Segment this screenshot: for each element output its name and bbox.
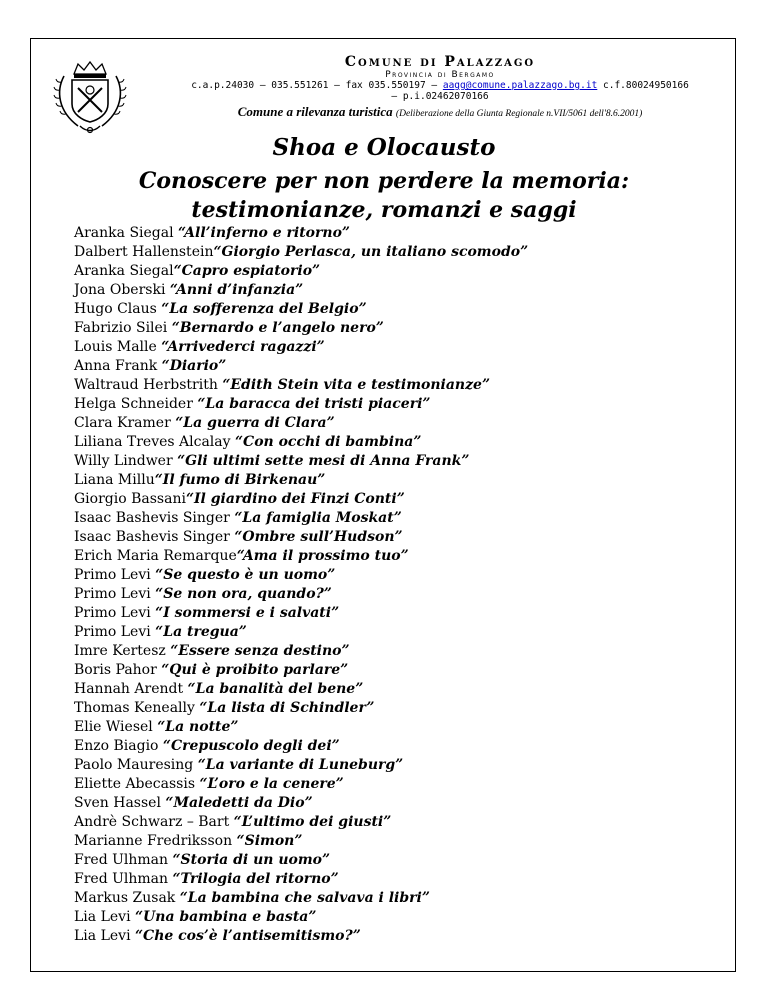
book-list-item <box>74 680 724 699</box>
book-title: “Ombre sull’Hudson” <box>234 529 403 545</box>
book-title: “La banalità del bene” <box>187 681 364 697</box>
contact-info <box>160 80 720 102</box>
book-title: “I sommersi e i salvati” <box>155 605 340 621</box>
book-list-item <box>74 813 724 832</box>
book-author: Giorgio Bassani <box>74 491 186 507</box>
book-author: Jona Oberski <box>74 282 170 298</box>
book-list-item <box>74 623 724 642</box>
book-author: Clara Kramer <box>74 415 176 431</box>
email-link[interactable]: aagg@comune.palazzago.bg.it <box>442 80 598 91</box>
book-list-item <box>74 718 724 737</box>
subtitle-line-2: testimonianze, romanzi e saggi <box>191 197 577 223</box>
book-list-item <box>74 927 724 946</box>
delibera-reference: (Deliberazione della Giunta Regionale n.VII/5061 dell'8.6.2001) <box>395 109 643 119</box>
book-title: “Giorgio Perlasca, un italiano scomodo” <box>213 244 529 260</box>
book-list-item <box>74 452 724 471</box>
book-title: “Simon” <box>236 833 303 849</box>
book-list-item <box>74 433 724 452</box>
book-author: Hugo Claus <box>74 301 162 317</box>
book-list-item <box>74 889 724 908</box>
book-title: “Edith Stein vita e testimonianze” <box>222 377 491 393</box>
page-title: Shoa e Olocausto <box>272 134 496 161</box>
book-title: “Bernardo e l’angelo nero” <box>171 320 384 336</box>
book-title: “Il giardino dei Finzi Conti” <box>185 491 405 507</box>
book-title: “La sofferenza del Belgio” <box>161 301 367 317</box>
book-title: “La notte” <box>157 719 239 735</box>
book-title: “La tregua” <box>155 624 247 640</box>
book-author: Liana Millu <box>74 472 155 488</box>
book-title: “L’oro e la cenere” <box>199 776 344 792</box>
book-list-item <box>74 642 724 661</box>
book-title: “Maledetti da Dio” <box>165 795 313 811</box>
book-list-item <box>74 566 724 585</box>
book-list-item <box>74 414 724 433</box>
book-title: “La baracca dei tristi piaceri” <box>197 396 431 412</box>
book-author: Markus Zusak <box>74 890 180 906</box>
book-list-item <box>74 471 724 490</box>
book-title: “Se non ora, quando?” <box>155 586 332 602</box>
book-list-item <box>74 376 724 395</box>
book-author: Erich Maria Remarque <box>74 548 237 564</box>
book-title: “Ama il prossimo tuo” <box>236 548 409 564</box>
book-author: Aranka Siegal <box>74 263 174 279</box>
provincia-name: Provincia di Bergamo <box>385 70 495 80</box>
book-title: “La variante di Luneburg” <box>197 757 404 773</box>
tourism-label: Comune a rilevanza turistica <box>237 104 393 119</box>
book-author: Fred Ulhman <box>74 852 173 868</box>
book-list-item <box>74 281 724 300</box>
book-title: “Crepuscolo degli dei” <box>162 738 340 754</box>
book-author: Imre Kertesz <box>74 643 171 659</box>
book-author: Primo Levi <box>74 567 156 583</box>
book-author: Hannah Arendt <box>74 681 188 697</box>
book-title: “La bambina che salvava i libri” <box>179 890 430 906</box>
book-list-item <box>74 243 724 262</box>
book-list-item <box>74 547 724 566</box>
book-title: “Se questo è un uomo” <box>155 567 336 583</box>
book-author: Thomas Keneally <box>74 700 200 716</box>
book-title: “Essere senza destino” <box>170 643 350 659</box>
book-title: “Con occhi di bambina” <box>235 434 422 450</box>
contact-line-1-pre: c.a.p.24030 – 035.551261 – fax 035.550197 – <box>191 80 443 91</box>
book-author: Isaac Bashevis Singer <box>74 510 235 526</box>
municipal-crest-icon <box>50 56 130 138</box>
book-title: “All’inferno e ritorno” <box>178 225 350 241</box>
book-list-item <box>74 775 724 794</box>
book-author: Helga Schneider <box>74 396 198 412</box>
book-list-item <box>74 395 724 414</box>
book-list-item <box>74 509 724 528</box>
subtitle-line-1: Conoscere per non perdere la memoria: <box>138 168 630 194</box>
book-list-item <box>74 851 724 870</box>
contact-line-2: – p.i.02462070166 <box>391 91 489 102</box>
book-list-item <box>74 490 724 509</box>
book-author: Anna Frank <box>74 358 162 374</box>
book-list-item <box>74 319 724 338</box>
book-title: “Storia di un uomo” <box>172 852 331 868</box>
book-title: “L’ultimo dei giusti” <box>233 814 392 830</box>
book-author: Marianne Fredriksson <box>74 833 237 849</box>
book-title: “La lista di Schindler” <box>199 700 375 716</box>
book-title: “La famiglia Moskat” <box>234 510 402 526</box>
book-author: Dalbert Hallenstein <box>74 244 214 260</box>
book-author: Andrè Schwarz – Bart <box>74 814 234 830</box>
book-author: Louis Malle <box>74 339 162 355</box>
book-list-item <box>74 832 724 851</box>
book-list-item <box>74 224 724 243</box>
book-author: Enzo Biagio <box>74 738 163 754</box>
book-list-item <box>74 756 724 775</box>
book-author: Primo Levi <box>74 586 156 602</box>
book-title: “Anni d’infanzia” <box>169 282 304 298</box>
book-author: Fabrizio Silei <box>74 320 172 336</box>
book-list-item <box>74 262 724 281</box>
book-author: Waltraud Herbstrith <box>74 377 223 393</box>
book-title: “Gli ultimi sette mesi di Anna Frank” <box>177 453 470 469</box>
book-title: “Arrivederci ragazzi” <box>161 339 325 355</box>
book-author: Primo Levi <box>74 624 156 640</box>
tourism-note <box>160 104 720 120</box>
book-author: Primo Levi <box>74 605 156 621</box>
book-author: Lia Levi <box>74 909 135 925</box>
book-list-item <box>74 357 724 376</box>
book-author: Sven Hassel <box>74 795 166 811</box>
book-list-item <box>74 338 724 357</box>
contact-line-1-post: c.f.80024950166 <box>597 80 689 91</box>
book-list-item <box>74 699 724 718</box>
book-list-item <box>74 737 724 756</box>
book-author: Liliana Treves Alcalay <box>74 434 235 450</box>
book-list-item <box>74 870 724 889</box>
book-list <box>74 224 724 946</box>
book-title: “Capro espiatorio” <box>173 263 321 279</box>
book-author: Aranka Siegal <box>74 225 179 241</box>
book-title: “Una bambina e basta” <box>135 909 317 925</box>
book-author: Lia Levi <box>74 928 135 944</box>
book-author: Eliette Abecassis <box>74 776 200 792</box>
book-title: “Che cos’è l’antisemitismo?” <box>135 928 361 944</box>
book-list-item <box>74 585 724 604</box>
book-title: “Qui è proibito parlare” <box>161 662 349 678</box>
book-author: Paolo Mauresing <box>74 757 198 773</box>
book-author: Elie Wiesel <box>74 719 158 735</box>
book-list-item <box>74 794 724 813</box>
book-title: “Diario” <box>161 358 227 374</box>
comune-name: Comune di Palazzago <box>344 54 536 70</box>
book-author: Willy Lindwer <box>74 453 178 469</box>
book-author: Isaac Bashevis Singer <box>74 529 235 545</box>
book-list-item <box>74 300 724 319</box>
book-list-item <box>74 528 724 547</box>
book-author: Fred Ulhman <box>74 871 173 887</box>
book-list-item <box>74 604 724 623</box>
book-title: “Trilogia del ritorno” <box>172 871 339 887</box>
book-title: “La guerra di Clara” <box>175 415 335 431</box>
book-author: Boris Pahor <box>74 662 162 678</box>
book-list-item <box>74 661 724 680</box>
book-title: “Il fumo di Birkenau” <box>154 472 326 488</box>
book-list-item <box>74 908 724 927</box>
